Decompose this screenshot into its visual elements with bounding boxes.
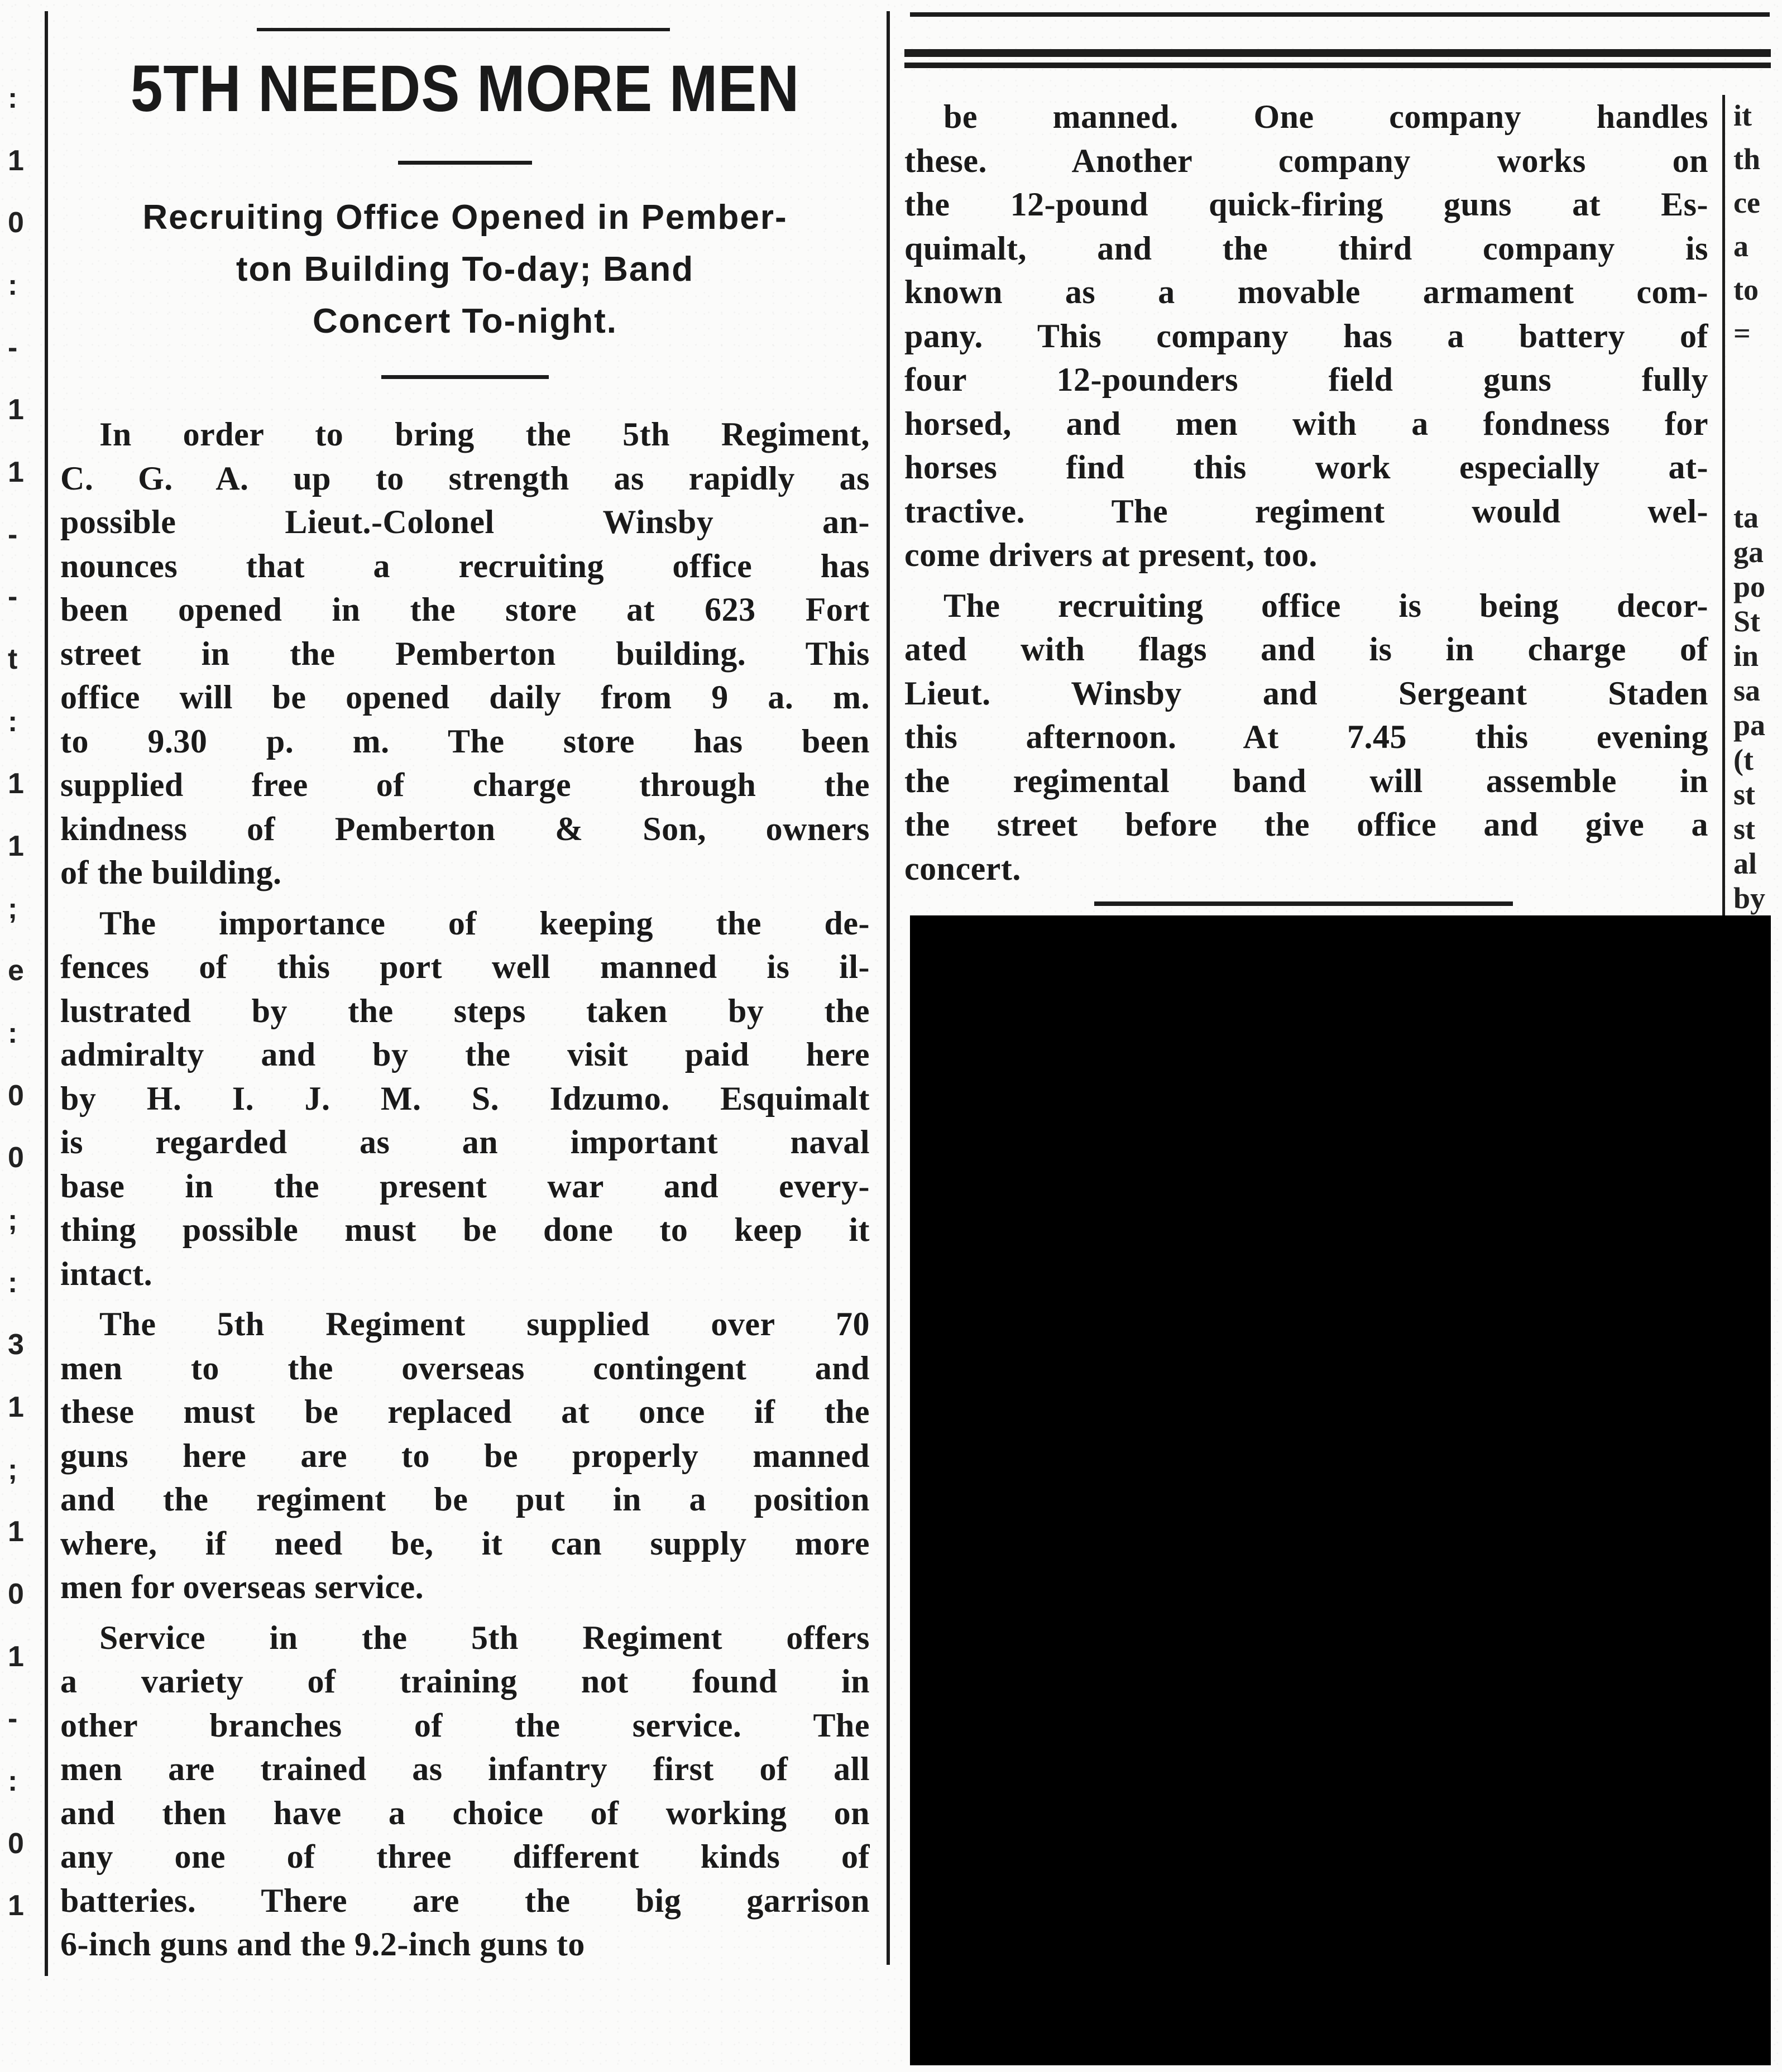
margin-fragment: st xyxy=(1733,812,1755,846)
text-line: by H. I. J. M. S. Idzumo. Esquimalt xyxy=(60,1080,870,1117)
margin-fragment: 1 xyxy=(8,1641,24,1673)
margin-fragment: - xyxy=(8,519,18,551)
subheadline xyxy=(60,191,870,347)
text-line: kindness of Pemberton & Son, owners xyxy=(60,810,870,847)
text-line: supplied free of charge through the xyxy=(60,766,870,803)
text-line: a variety of training not found in xyxy=(60,1663,870,1700)
text-line: ated with flags and is in charge of xyxy=(904,631,1708,668)
text-line: men are trained as infantry first of all xyxy=(60,1750,870,1787)
text-line: intact. xyxy=(60,1255,153,1292)
text-line: In order to bring the 5th Regiment, xyxy=(99,416,870,453)
redacted-area xyxy=(910,915,1771,2065)
article-end-rule xyxy=(1094,901,1513,906)
margin-fragment: 1 xyxy=(8,1391,24,1423)
margin-fragment: 1 xyxy=(8,456,24,488)
margin-fragment: ga xyxy=(1733,535,1764,569)
margin-fragment: a xyxy=(1733,229,1749,263)
text-line: guns here are to be properly manned xyxy=(60,1437,870,1474)
subhead-divider xyxy=(381,375,549,379)
text-line: these must be replaced at once if the xyxy=(60,1393,870,1430)
margin-fragment: by xyxy=(1733,881,1766,915)
margin-fragment: - xyxy=(8,581,18,613)
margin-fragment: 0 xyxy=(8,1080,24,1112)
text-line: quimalt, and the third company is xyxy=(904,229,1708,267)
margin-fragment: - xyxy=(8,1702,18,1735)
text-line: C. G. A. up to strength as rapidly as xyxy=(60,459,870,497)
margin-fragment: sa xyxy=(1733,674,1761,707)
text-line: admiralty and by the visit paid here xyxy=(60,1036,870,1073)
text-line: men for overseas service. xyxy=(60,1569,424,1605)
text-line: men to the overseas contingent and xyxy=(60,1349,870,1387)
margin-fragment: ; xyxy=(8,1204,18,1236)
margin-fragment: 0 xyxy=(8,207,24,239)
headline-divider xyxy=(398,161,532,165)
paragraph xyxy=(60,901,870,1296)
margin-fragment: it xyxy=(1733,100,1752,132)
text-line: lustrated by the steps taken by the xyxy=(60,992,870,1029)
margin-fragment: : xyxy=(8,706,18,738)
margin-fragment: e xyxy=(8,955,24,987)
column1-top-rule xyxy=(257,28,670,31)
text-line: possible Lieut.-Colonel Winsby an- xyxy=(60,503,870,540)
text-line: batteries. There are the big garrison xyxy=(60,1882,870,1919)
text-line: street in the Pemberton building. This xyxy=(60,635,870,672)
margin-fragment: st xyxy=(1733,778,1755,811)
headline: 5TH NEEDS MORE MEN xyxy=(130,52,800,126)
left-margin-fragments xyxy=(8,84,36,1982)
text-line: is regarded as an important naval xyxy=(60,1124,870,1160)
left-column-rule xyxy=(45,11,48,1976)
margin-fragment: : xyxy=(8,82,18,114)
text-line: come drivers at present, too. xyxy=(904,536,1318,573)
text-line: Service in the 5th Regiment offers xyxy=(99,1619,870,1656)
margin-fragment: po xyxy=(1733,570,1766,603)
text-line: and then have a choice of working on xyxy=(60,1794,870,1831)
subhead-line: Concert To-night. xyxy=(313,302,617,340)
text-line: The 5th Regiment supplied over 70 xyxy=(99,1306,870,1342)
margin-fragment: 0 xyxy=(8,1828,24,1860)
text-line: base in the present war and every- xyxy=(60,1167,870,1205)
margin-fragment: 1 xyxy=(8,768,24,800)
subhead-line: Recruiting Office Opened in Pember- xyxy=(142,198,788,237)
margin-fragment: 1 xyxy=(8,1889,24,1922)
text-line: known as a movable armament com- xyxy=(904,274,1708,310)
top-rule-thin xyxy=(910,12,1770,17)
text-line: The recruiting office is being decor- xyxy=(943,587,1708,624)
article-body-column-2 xyxy=(904,95,1708,890)
text-line: the regimental band will assemble in xyxy=(904,762,1708,799)
text-line: any one of three different kinds of xyxy=(60,1838,870,1875)
paragraph xyxy=(60,1302,870,1609)
text-line: Lieut. Winsby and Sergeant Staden xyxy=(904,674,1708,712)
margin-fragment: - xyxy=(8,332,18,364)
margin-fragment: 3 xyxy=(8,1328,24,1361)
margin-fragment: pa xyxy=(1733,708,1766,742)
margin-fragment: ce xyxy=(1733,186,1760,219)
margin-fragment: 1 xyxy=(8,1515,24,1548)
text-line: the street before the office and give a xyxy=(904,806,1708,843)
article-column-2 xyxy=(904,95,1708,897)
text-line: where, if need be, it can supply more xyxy=(60,1524,870,1562)
text-line: of the building. xyxy=(60,854,282,891)
margin-fragment: 1 xyxy=(8,830,24,862)
margin-fragment: St xyxy=(1733,605,1761,638)
text-line: the 12-pound quick-firing guns at Es- xyxy=(904,186,1708,223)
text-line: office will be opened daily from 9 a. m. xyxy=(60,679,870,716)
margin-fragment: (t xyxy=(1733,743,1754,776)
paragraph xyxy=(904,584,1708,891)
text-line: these. Another company works on xyxy=(904,142,1708,179)
margin-fragment: : xyxy=(8,1267,18,1299)
paragraph xyxy=(904,95,1708,577)
margin-fragment: ; xyxy=(8,893,18,925)
article-column-1 xyxy=(60,52,870,1973)
text-line: horsed, and men with a fondness for xyxy=(904,405,1708,442)
margin-fragment: ta xyxy=(1733,501,1759,534)
text-line: thing possible must be done to keep it xyxy=(60,1211,870,1248)
text-line: and the regiment be put in a position xyxy=(60,1481,870,1518)
text-line: be manned. One company handles xyxy=(943,98,1708,135)
article-body-column-1 xyxy=(60,413,870,1967)
text-line: four 12-pounders field guns fully xyxy=(904,361,1708,398)
text-line: to 9.30 p. m. The store has been xyxy=(60,722,870,760)
margin-fragment: : xyxy=(8,269,18,301)
text-line: this afternoon. At 7.45 this evening xyxy=(904,718,1708,755)
text-line: pany. This company has a battery of xyxy=(904,317,1708,354)
text-line: nounces that a recruiting office has xyxy=(60,547,870,584)
right-column-rule xyxy=(1722,95,1725,915)
text-line: other branches of the service. The xyxy=(60,1706,870,1744)
subhead-line: ton Building To-day; Band xyxy=(236,250,694,289)
margin-fragment: in xyxy=(1733,639,1759,673)
margin-fragment: to xyxy=(1733,273,1759,306)
paragraph xyxy=(60,413,870,895)
text-line: tractive. The regiment would wel- xyxy=(904,492,1708,530)
margin-fragment: ; xyxy=(8,1454,18,1486)
margin-fragment: : xyxy=(8,1017,18,1049)
margin-fragment: 1 xyxy=(8,145,24,177)
text-line: been opened in the store at 623 Fort xyxy=(60,591,870,628)
top-rule-thick-2 xyxy=(904,63,1771,68)
margin-fragment: th xyxy=(1733,142,1761,176)
margin-fragment: t xyxy=(8,643,18,675)
center-column-rule xyxy=(887,11,890,1965)
margin-fragment: 0 xyxy=(8,1141,24,1174)
text-line: concert. xyxy=(904,850,1021,887)
margin-fragment: = xyxy=(1733,316,1751,350)
paragraph xyxy=(60,1616,870,1967)
margin-fragment: 0 xyxy=(8,1578,24,1610)
text-line: horses find this work especially at- xyxy=(904,449,1708,486)
margin-fragment: : xyxy=(8,1765,18,1797)
right-margin-fragments xyxy=(1733,100,1778,927)
top-rule-thick xyxy=(904,49,1771,57)
text-line: The importance of keeping the de- xyxy=(99,904,870,942)
text-line: 6-inch guns and the 9.2-inch guns to xyxy=(60,1926,585,1963)
text-line: fences of this port well manned is il- xyxy=(60,948,870,985)
margin-fragment: al xyxy=(1733,847,1757,880)
margin-fragment: 1 xyxy=(8,394,24,426)
